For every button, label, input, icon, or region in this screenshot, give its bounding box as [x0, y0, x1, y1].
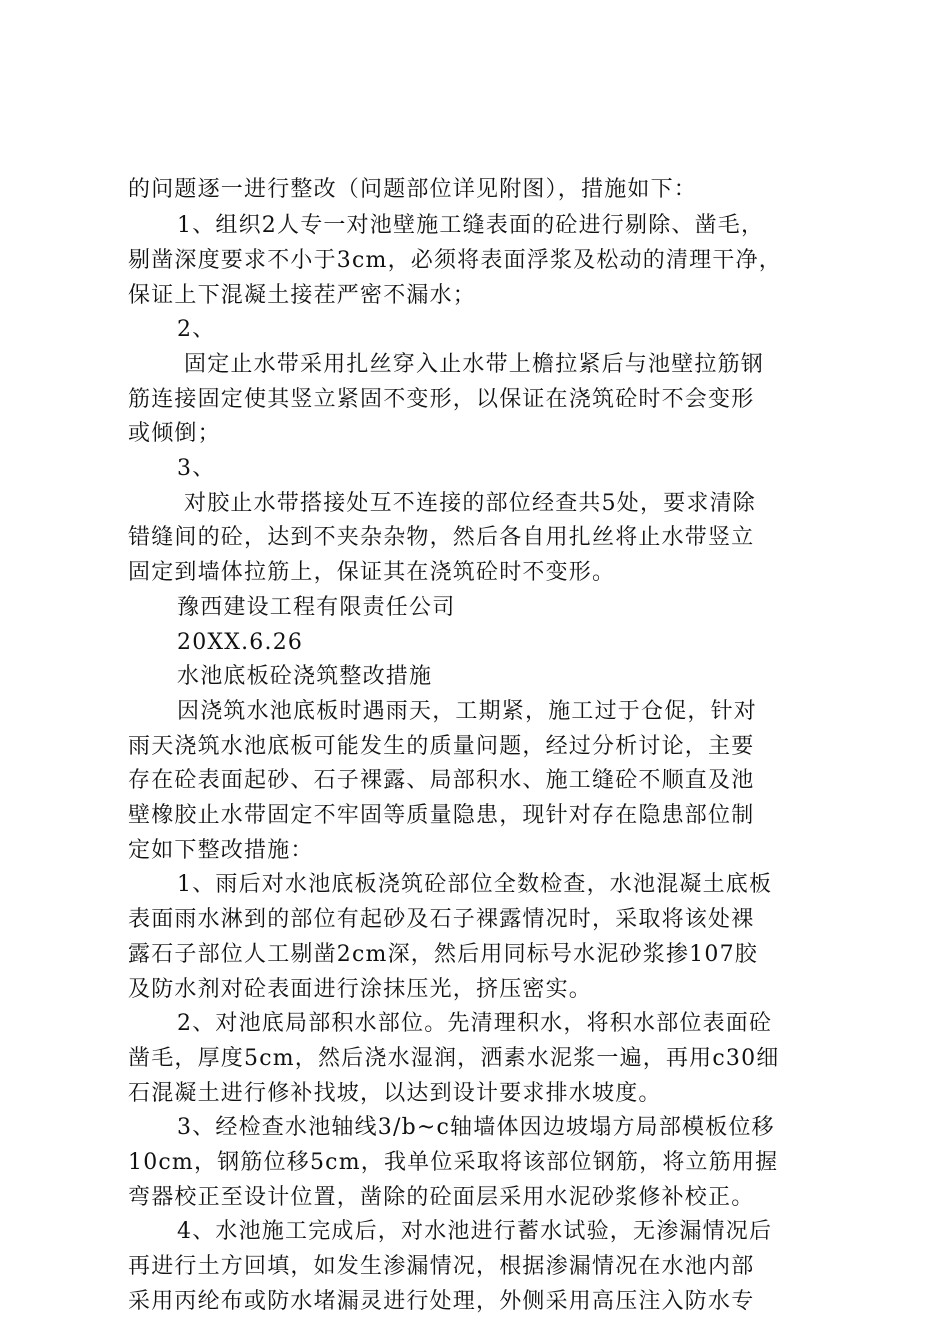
text-line: 豫西建设工程有限责任公司 — [177, 595, 456, 620]
text-line: 因浇筑水池底板时遇雨天，工期紧，施工过于仓促，针对 — [177, 699, 758, 724]
text-line: 筋连接固定使其竖立紧固不变形，以保证在浇筑砼时不会变形 — [128, 387, 755, 412]
text-line: 10cm，钢筋位移5cm，我单位采取将该部位钢筋，将立筋用握 — [128, 1150, 779, 1175]
text-line: 错缝间的砼，达到不夹杂杂物，然后各自用扎丝将止水带竖立 — [128, 525, 755, 550]
text-line: 再进行土方回填，如发生渗漏情况，根据渗漏情况在水池内部 — [128, 1254, 755, 1279]
text-line: 保证上下混凝土接茬严密不漏水； — [128, 283, 477, 308]
text-line: 的问题逐一进行整改（问题部位详见附图），措施如下： — [128, 177, 698, 202]
text-line: 存在砼表面起砂、石子裸露、局部积水、施工缝砼不顺直及池 — [128, 768, 755, 793]
text-line: 表面雨水淋到的部位有起砂及石子裸露情况时，采取将该处裸 — [128, 907, 755, 932]
text-line: 4、水池施工完成后，对水池进行蓄水试验，无渗漏情况后 — [177, 1219, 773, 1244]
text-line: 1、组织2人专一对池壁施工缝表面的砼进行剔除、凿毛， — [177, 213, 765, 238]
text-line: 对胶止水带搭接处互不连接的部位经查共5处，要求清除 — [184, 491, 756, 516]
text-line: 固定止水带采用扎丝穿入止水带上檐拉紧后与池壁拉筋钢 — [184, 352, 765, 377]
text-line: 石混凝土进行修补找坡，以达到设计要求排水坡度。 — [128, 1081, 662, 1106]
text-line: 2、对池底局部积水部位。先清理积水，将积水部位表面砼 — [177, 1011, 773, 1036]
section-title: 水池底板砼浇筑整改措施 — [177, 664, 433, 689]
text-line: 固定到墙体拉筋上，保证其在浇筑砼时不变形。 — [128, 560, 616, 585]
text-line: 弯器校正至设计位置，凿除的砼面层采用水泥砂浆修补校正。 — [128, 1185, 755, 1210]
text-line: 及防水剂对砼表面进行涂抹压光，挤压密实。 — [128, 977, 593, 1002]
text-line: 1、雨后对水池底板浇筑砼部位全数检查，水池混凝土底板 — [177, 872, 773, 897]
text-line: 2、 — [177, 317, 216, 342]
text-line: 20XX.6.26 — [177, 630, 304, 655]
text-line: 凿毛，厚度5cm，然后浇水湿润，洒素水泥浆一遍，再用c30细 — [128, 1046, 780, 1071]
text-line: 雨天浇筑水池底板可能发生的质量问题，经过分析讨论，主要 — [128, 734, 755, 759]
text-line: 壁橡胶止水带固定不牢固等质量隐患，现针对存在隐患部位制 — [128, 803, 755, 828]
text-line: 剔凿深度要求不小于3cm，必须将表面浮浆及松动的清理干净， — [128, 248, 782, 273]
text-line: 3、 — [177, 456, 216, 481]
text-line: 露石子部位人工剔凿2cm深，然后用同标号水泥砂浆掺107胶 — [128, 942, 758, 967]
text-line: 或倾倒； — [128, 421, 221, 446]
text-line: 采用丙纶布或防水堵漏灵进行处理，外侧采用高压注入防水专 — [128, 1289, 755, 1314]
text-line: 3、经检查水池轴线3/b~c轴墙体因边坡塌方局部模板位移 — [177, 1115, 775, 1140]
text-line: 定如下整改措施： — [128, 838, 314, 863]
